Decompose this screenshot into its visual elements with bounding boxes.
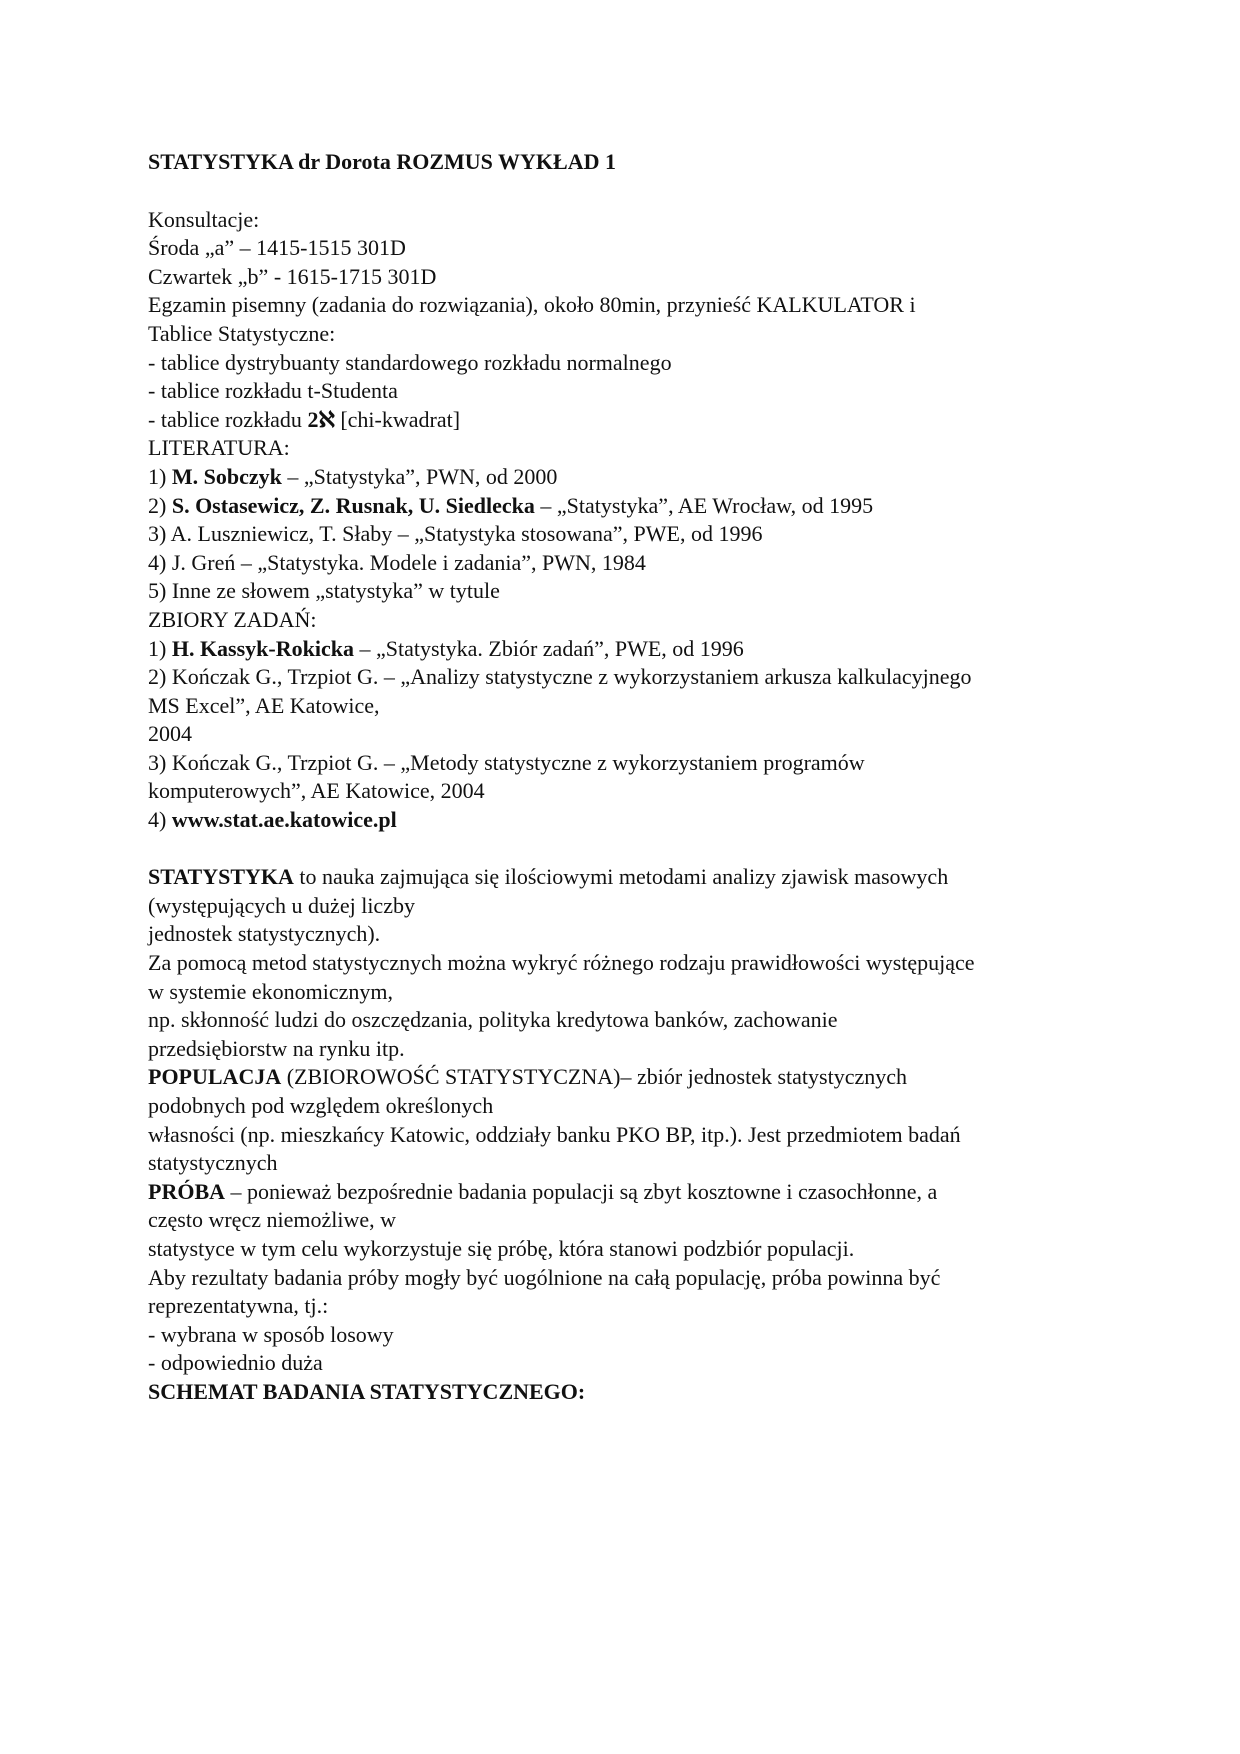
literature-item-author: S. Ostasewicz, Z. Rusnak, U. Siedlecka	[171, 492, 535, 518]
literature-item-number: 5)	[148, 578, 172, 604]
exam-info: Egzamin pisemny (zadania do rozwiązania), około 80min, przynieść KALKULATOR i	[148, 292, 916, 318]
literature-item-number: 1)	[148, 463, 172, 489]
tables-item-student: - tablice rozkładu t-Studenta	[148, 378, 398, 404]
body-line: reprezentatywna, tj.:	[148, 1293, 329, 1319]
exercises-item-line: 3) Kończak G., Trzpiot G. – „Metody statystyczne z wykorzystaniem programów	[148, 749, 865, 775]
exercises-heading: ZBIORY ZADAŃ:	[148, 606, 317, 632]
exercises-item-author: H. Kassyk-Rokicka	[171, 635, 354, 661]
literature-heading: LITERATURA:	[148, 435, 290, 461]
literature-item-text: J. Greń – „Statystyka. Modele i zadania”, PWN, 1984	[171, 549, 646, 575]
consultation-thursday: Czwartek „b” - 1615-1715 301D	[148, 263, 437, 289]
tables-item-chi-text: - tablice rozkładu	[148, 406, 308, 432]
literature-item	[148, 520, 1108, 549]
body-line: podobnych pod względem określonych	[148, 1093, 494, 1118]
body-line: np. skłonność ludzi do oszczędzania, polityka kredytowa banków, zachowanie	[148, 1007, 838, 1033]
section-heading-schema: SCHEMAT BADANIA STATYSTYCZNEGO:	[148, 1378, 586, 1404]
chi-symbol: 2ℵ	[307, 406, 341, 432]
statistics-definition-text: to nauka zajmująca się ilościowymi metodami analizy zjawisk masowych	[293, 864, 949, 890]
literature-item-text: – „Statystyka”, PWN, od 2000	[281, 463, 558, 489]
body-line: Aby rezultaty badania próby mogły być uogólnione na całą populację, próba powinna być	[148, 1264, 941, 1290]
website-link[interactable]: www.stat.ae.katowice.pl	[171, 807, 397, 833]
exercises-item	[148, 635, 1108, 664]
paragraph-gap	[148, 835, 1108, 864]
sample-term: PRÓBA	[148, 1178, 225, 1204]
literature-item-text: Inne ze słowem „statystyka” w tytule	[171, 578, 500, 604]
literature-item	[148, 549, 1108, 578]
literature-item-number: 2)	[148, 492, 172, 518]
literature-item	[148, 463, 1108, 492]
exercises-item	[148, 806, 1108, 835]
body-line: często wręcz niemożliwe, w	[148, 1207, 396, 1233]
population-definition	[148, 1063, 1108, 1092]
literature-item-text: – „Statystyka”, AE Wrocław, od 1995	[534, 492, 874, 518]
statistics-term: STATYSTYKA	[148, 864, 294, 890]
body-line: jednostek statystycznych).	[148, 921, 381, 947]
body-line: Za pomocą metod statystycznych można wykryć różnego rodzaju prawidłowości występujące	[148, 950, 975, 976]
tables-item-chi	[148, 406, 1108, 435]
literature-item	[148, 492, 1108, 521]
body-line: (występujących u dużej liczby	[148, 892, 415, 918]
exercises-item-line: komputerowych”, AE Katowice, 2004	[148, 778, 485, 804]
consultations-heading: Konsultacje:	[148, 206, 260, 232]
body-line: statystyce w tym celu wykorzystuje się próbę, która stanowi podzbiór populacji.	[148, 1235, 855, 1261]
document-title: STATYSTYKA dr Dorota ROZMUS WYKŁAD 1	[148, 149, 616, 174]
literature-item	[148, 577, 1108, 606]
exercises-item-number: 1)	[148, 635, 172, 661]
exercises-item-line: 2) Kończak G., Trzpiot G. – „Analizy statystyczne z wykorzystaniem arkusza kalkulacyjnego	[148, 664, 972, 690]
body-line: - wybrana w sposób losowy	[148, 1321, 394, 1347]
body-line: przedsiębiorstw na rynku itp.	[148, 1035, 405, 1061]
tables-item-normal: - tablice dystrybuanty standardowego rozkładu normalnego	[148, 349, 672, 375]
tables-item-chi-label: [chi-kwadrat]	[340, 406, 461, 432]
body-line: w systemie ekonomicznym,	[148, 978, 394, 1004]
tables-heading: Tablice Statystyczne:	[148, 320, 336, 346]
sample-definition-text: – ponieważ bezpośrednie badania populacji są zbyt kosztowne i czasochłonne, a	[225, 1178, 938, 1204]
body-line: własności (np. mieszkańcy Katowic, oddziały banku PKO BP, itp.). Jest przedmiotem badań	[148, 1121, 961, 1147]
body-line: statystycznych	[148, 1150, 278, 1176]
sample-definition	[148, 1178, 1108, 1207]
consultation-wednesday: Środa „a” – 1415-1515 301D	[148, 235, 406, 261]
literature-item-number: 4)	[148, 549, 172, 575]
exercises-item-line: MS Excel”, AE Katowice,	[148, 692, 380, 718]
exercises-item-text: – „Statystyka. Zbiór zadań”, PWE, od 1996	[353, 635, 744, 661]
document-page	[148, 148, 1108, 1407]
literature-item-author: M. Sobczyk	[171, 463, 282, 489]
body-line: - odpowiednio duża	[148, 1350, 323, 1376]
exercises-item-line: 2004	[148, 721, 192, 747]
population-definition-text: (ZBIOROWOŚĆ STATYSTYCZNA)– zbiór jednostek statystycznych	[281, 1064, 907, 1090]
population-term: POPULACJA	[148, 1064, 282, 1090]
literature-item-text: A. Luszniewicz, T. Słaby – „Statystyka stosowana”, PWE, od 1996	[170, 521, 763, 547]
statistics-definition	[148, 863, 1108, 892]
literature-item-number: 3)	[148, 521, 171, 547]
exercises-item-number: 4)	[148, 807, 172, 833]
